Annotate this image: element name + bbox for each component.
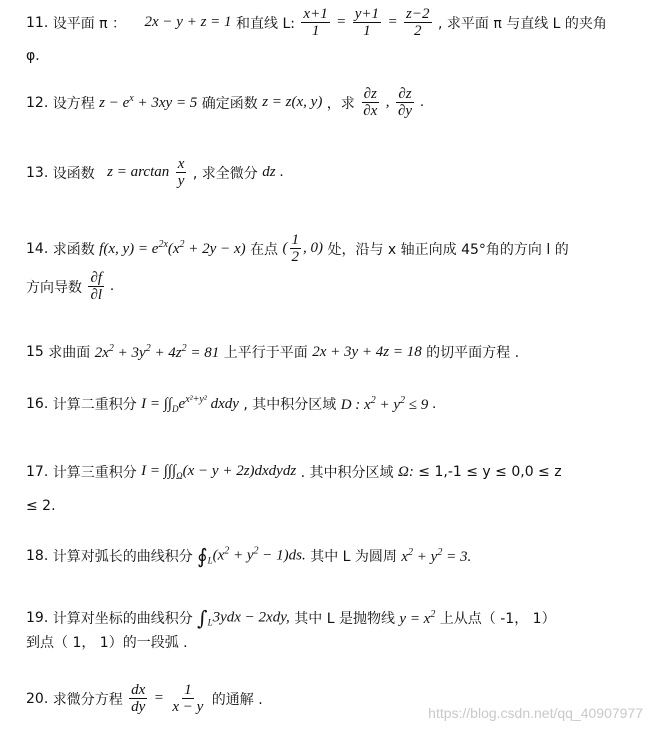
fraction: $\frac{1}{x - y}$ xyxy=(172,682,204,715)
problem-number: 17. xyxy=(26,464,49,480)
fraction: $\frac{z-2}{2}$ xyxy=(406,6,430,39)
fraction: $\frac{\partial z}{\partial x}$ xyxy=(363,86,378,119)
problem-number: 13. xyxy=(26,164,49,181)
problem-11: 11. 设平面 π ： 2x − y + z = 1 和直线 L: $\frac{x+1}{1}$ = $\frac{y+1}{1}$ = $\frac{z-2}{2}$ , 求平面 π 与直线 L 的夹角 φ. xyxy=(26,6,607,64)
fraction: $\frac{x+1}{1}$ xyxy=(303,6,328,39)
problem-14: 14. 求函数 f(x, $y) = e^{2x}(x^2 + 2y - x)$ 在点 ( $\frac{1}{2}$ , 0) 处，沿与 x 轴正向成 45°角的方向 l 的 方向导数 $\frac{\partial f}{\partial l}$ . xyxy=(26,232,569,303)
fraction: $\frac{\partial f}{\partial l}$ xyxy=(90,270,103,303)
problem-number: 20. xyxy=(26,690,49,707)
problem-19: 19. 计算对坐标的曲线积分 $\int_L3ydx - 2xdy$, 其中 L 是抛物线 $y = x^2$ 上从点（ -1， 1） 到点（ 1， 1）的一段弧 . xyxy=(26,606,556,651)
fraction: $\frac{x}{y}$ xyxy=(177,156,185,189)
problem-number: 14. xyxy=(26,240,49,257)
problem-17: 17. 计算三重积分 $I = \int\int\int_\Omega(x - y$ + 2z)dxdydz . 其中积分区域 Ω: ≤ 1,-1 ≤ y ≤ 0,0 ≤ z ≤ 2. xyxy=(26,463,562,514)
problem-number: 12. xyxy=(26,94,49,111)
problem-number: 11. xyxy=(26,14,49,31)
problem-15: 15 求曲面 $2x^2 + 3y^2 + 4z^2 = 81$ 上平行于平面 2x + 3y + 4z = 18 的切平面方程 . xyxy=(26,342,520,361)
fraction: $\frac{\partial z}{\partial y}$ xyxy=(397,86,413,119)
problem-number: 16. xyxy=(26,396,49,412)
fraction: $\frac{y+1}{1}$ xyxy=(354,6,380,39)
problem-number: 15 xyxy=(26,344,44,360)
problem-number: 19. xyxy=(26,610,49,626)
plane-equation: 2x − y + z = 1 xyxy=(144,14,232,30)
problem-number: 18. xyxy=(26,548,49,564)
problem-18: 18. 计算对弧长的曲线积分 $∮_L(x^2 + y^2 - 1)ds$. 其中 L 为圆周 $x^2 + y^2 = 3$. xyxy=(26,544,472,568)
fraction: $\frac{1}{2}$ xyxy=(291,232,300,265)
problem-20: 20. 求微分方程 $\frac{dx}{dy}$ = $\frac{1}{x - y}$ 的通解 . xyxy=(26,682,263,715)
problem-12: 12. 设方程 $z - e^x + 3xy = 5$ 确定函数 z = z(x, y) ，求 $\frac{\partial z}{\partial x}$ , $\frac{\partial z}{\partial y}$ . xyxy=(26,86,425,119)
fraction: $\frac{dx}{dy}$ xyxy=(131,682,146,715)
watermark: https://blog.csdn.net/qq_40907977 xyxy=(428,705,643,721)
problem-13: 13. 设函数 z = arctan $\frac{x}{y}$ , 求全微分 dz . xyxy=(26,156,284,189)
problem-16: 16. 计算二重积分 $I = \int\int_De^{x^2+y^2}$ dxdy , 其中积分区域 D : $x^2 + y^2 \le 9$ . xyxy=(26,394,437,414)
